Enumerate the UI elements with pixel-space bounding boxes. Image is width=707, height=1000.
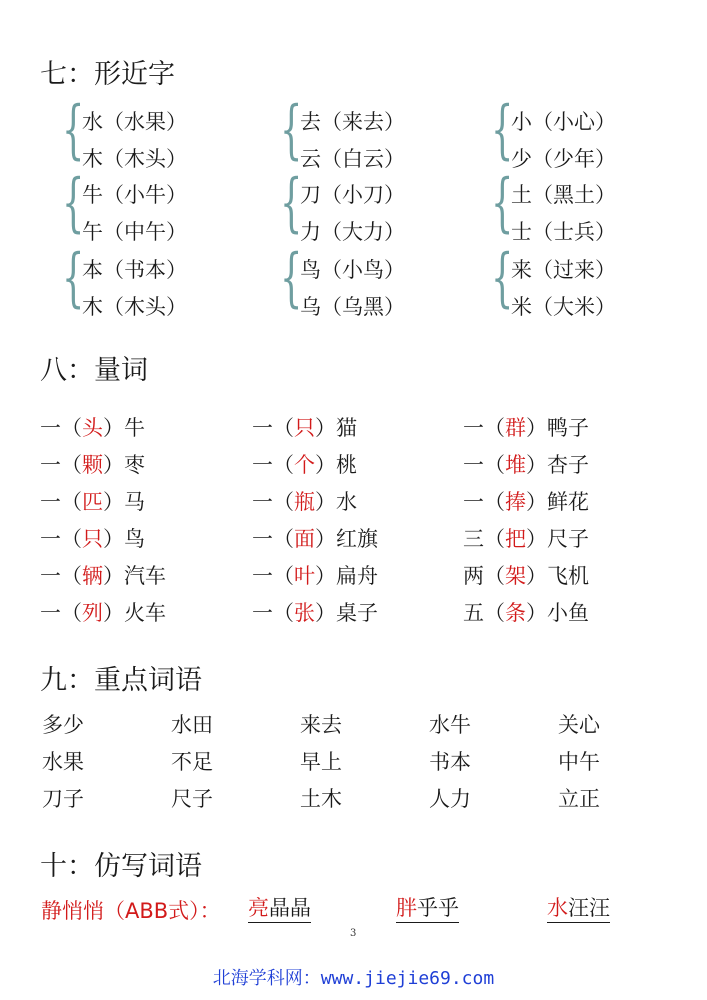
measure-word-item: 两（架）飞机 bbox=[463, 564, 589, 588]
pair-line: 本（书本） bbox=[82, 258, 187, 282]
key-word: 关心 bbox=[558, 713, 600, 737]
section-9-title: 九：重点词语 bbox=[40, 665, 202, 696]
brace-icon: { bbox=[280, 93, 303, 167]
section-8-title: 八：量词 bbox=[40, 355, 148, 386]
brace-icon: { bbox=[62, 166, 85, 240]
imitation-word: 胖乎乎 bbox=[396, 895, 459, 923]
key-word: 水果 bbox=[42, 750, 84, 774]
section-7-title: 七：形近字 bbox=[40, 59, 175, 90]
similar-char-pair bbox=[280, 166, 480, 255]
measure-word-item: 一（捧）鲜花 bbox=[463, 490, 589, 514]
imitation-word: 亮晶晶 bbox=[248, 895, 311, 923]
brace-icon: { bbox=[62, 241, 85, 315]
pair-line: 鸟（小鸟） bbox=[300, 258, 405, 282]
footer-url[interactable]: www.jiejie69.com bbox=[320, 968, 495, 989]
brace-icon: { bbox=[491, 166, 514, 240]
key-word: 不足 bbox=[171, 750, 213, 774]
brace-icon: { bbox=[62, 93, 85, 167]
similar-char-pair bbox=[491, 166, 691, 255]
measure-word-item: 一（辆）汽车 bbox=[40, 564, 166, 588]
footer-site-name: 北海学科网： bbox=[212, 968, 321, 989]
page-number: 3 bbox=[350, 928, 357, 939]
measure-word-item: 一（匹）马 bbox=[40, 490, 145, 514]
pair-line: 刀（小刀） bbox=[300, 183, 405, 207]
measure-word-item: 一（堆）杏子 bbox=[463, 453, 589, 477]
key-word: 书本 bbox=[429, 750, 471, 774]
key-word: 多少 bbox=[42, 713, 84, 737]
pair-line: 乌（乌黑） bbox=[300, 295, 405, 319]
measure-word-item: 一（头）牛 bbox=[40, 416, 145, 440]
similar-char-pair bbox=[62, 93, 262, 182]
measure-word-item: 一（瓶）水 bbox=[252, 490, 357, 514]
brace-icon: { bbox=[491, 93, 514, 167]
similar-char-pair bbox=[62, 241, 262, 330]
key-word: 人力 bbox=[429, 787, 471, 811]
pair-line: 土（黑土） bbox=[511, 183, 616, 207]
pair-line: 水（水果） bbox=[82, 110, 187, 134]
measure-word-item: 一（个）桃 bbox=[252, 453, 357, 477]
similar-char-pair bbox=[491, 93, 691, 182]
key-word: 早上 bbox=[300, 750, 342, 774]
pair-line: 去（来去） bbox=[300, 110, 405, 134]
brace-icon: { bbox=[280, 166, 303, 240]
similar-char-pair bbox=[280, 93, 480, 182]
key-word: 土木 bbox=[300, 787, 342, 811]
similar-char-pair bbox=[280, 241, 480, 330]
key-word: 水牛 bbox=[429, 713, 471, 737]
similar-char-pair bbox=[62, 166, 262, 255]
measure-word-item: 一（群）鸭子 bbox=[463, 416, 589, 440]
footer bbox=[0, 964, 707, 990]
pair-line: 米（大米） bbox=[511, 295, 616, 319]
key-word: 立正 bbox=[558, 787, 600, 811]
key-word: 中午 bbox=[558, 750, 600, 774]
measure-word-item: 一（面）红旗 bbox=[252, 527, 378, 551]
measure-word-item: 五（条）小鱼 bbox=[463, 601, 589, 625]
measure-word-item: 一（列）火车 bbox=[40, 601, 166, 625]
pair-line: 牛（小牛） bbox=[82, 183, 187, 207]
pair-line: 来（过来） bbox=[511, 258, 616, 282]
pair-line: 云（白云） bbox=[300, 147, 405, 171]
measure-word-item: 一（颗）枣 bbox=[40, 453, 145, 477]
measure-word-item: 一（只）猫 bbox=[252, 416, 357, 440]
imitation-word: 水汪汪 bbox=[547, 895, 610, 923]
imitation-pattern-label: 静悄悄（ABB式）： bbox=[41, 899, 221, 923]
pair-line: 木（木头） bbox=[82, 295, 187, 319]
measure-word-item: 一（张）桌子 bbox=[252, 601, 378, 625]
pair-line: 小（小心） bbox=[511, 110, 616, 134]
key-word: 尺子 bbox=[171, 787, 213, 811]
section-10-title: 十：仿写词语 bbox=[40, 851, 202, 882]
measure-word-item: 一（只）鸟 bbox=[40, 527, 145, 551]
pair-line: 少（少年） bbox=[511, 147, 616, 171]
key-word: 水田 bbox=[171, 713, 213, 737]
similar-char-pair bbox=[491, 241, 691, 330]
key-word: 来去 bbox=[300, 713, 342, 737]
pair-line: 士（士兵） bbox=[511, 220, 616, 244]
measure-word-item: 一（叶）扁舟 bbox=[252, 564, 378, 588]
brace-icon: { bbox=[491, 241, 514, 315]
key-word: 刀子 bbox=[42, 787, 84, 811]
measure-word-item: 三（把）尺子 bbox=[463, 527, 589, 551]
pair-line: 木（木头） bbox=[82, 147, 187, 171]
pair-line: 午（中午） bbox=[82, 220, 187, 244]
brace-icon: { bbox=[280, 241, 303, 315]
pair-line: 力（大力） bbox=[300, 220, 405, 244]
